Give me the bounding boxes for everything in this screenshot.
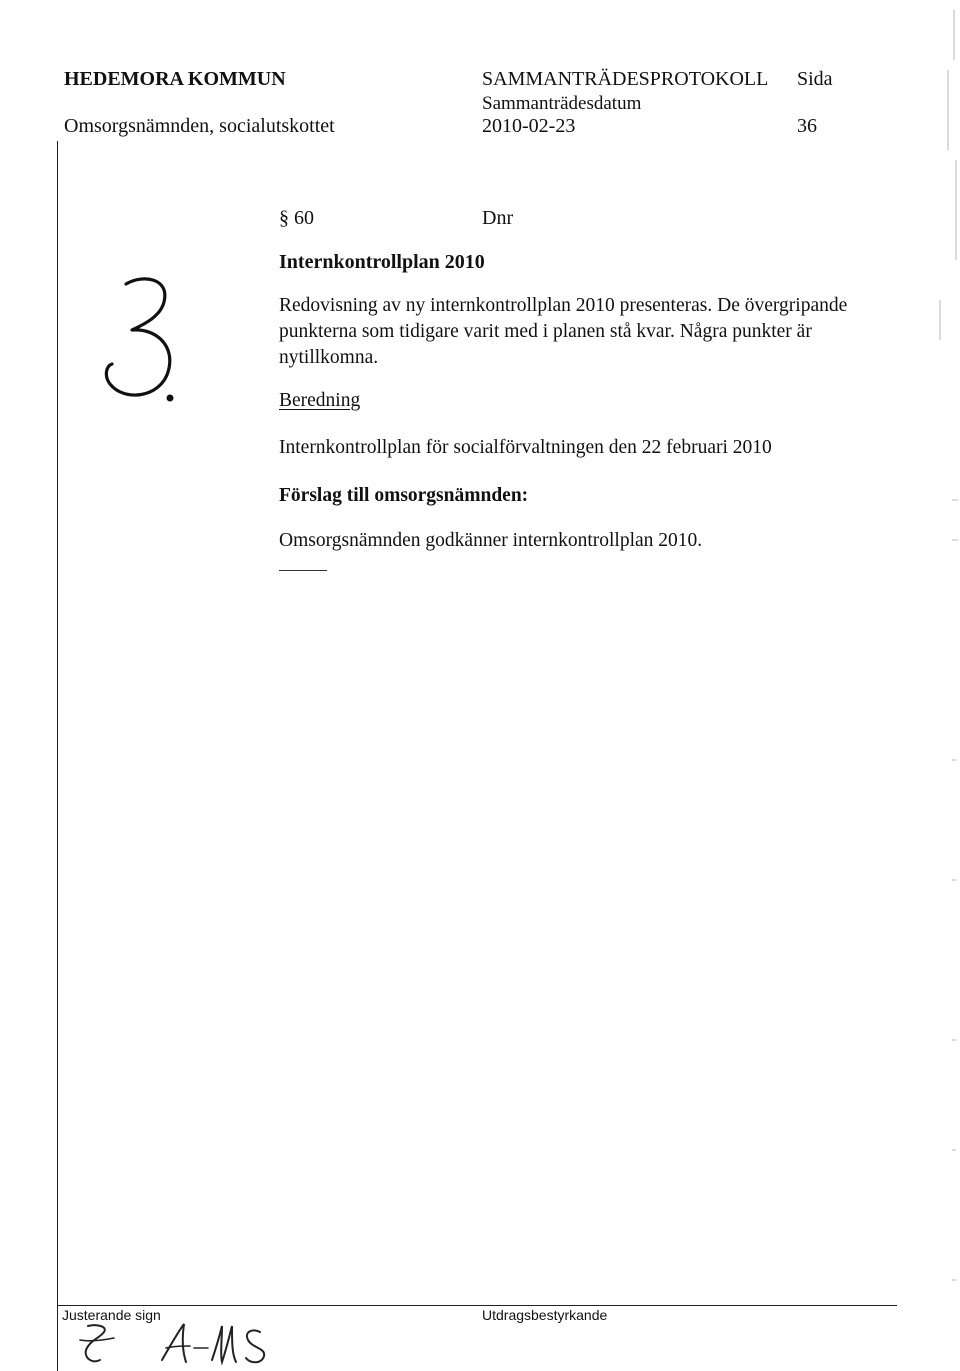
meeting-date: 2010-02-23 — [482, 115, 576, 137]
page-number: 36 — [797, 115, 817, 137]
left-margin-rule — [57, 141, 58, 1371]
proposal-heading: Förslag till omsorgsnämnden: — [279, 485, 529, 506]
meeting-date-label: Sammanträdesdatum — [482, 93, 642, 114]
preparation-text: Internkontrollplan för socialförvaltningen den 22 februari 2010 — [279, 437, 772, 458]
proposal-text: Omsorgsnämnden godkänner internkontrollplan 2010. — [279, 530, 703, 551]
preparation-heading: Beredning — [279, 390, 361, 411]
page-label: Sida — [797, 68, 833, 90]
body-line-3: nytillkomna. — [279, 347, 379, 368]
section-end-rule — [279, 570, 327, 571]
handwritten-signatures — [70, 1320, 310, 1368]
municipality-name: HEDEMORA KOMMUN — [64, 68, 286, 90]
body-line-1: Redovisning av ny internkontrollplan 2010 presenteras. De övergripande — [279, 295, 848, 316]
signature-label: Justerande sign — [62, 1307, 161, 1323]
protocol-title: SAMMANTRÄDESPROTOKOLL — [482, 68, 769, 90]
section-title: Internkontrollplan 2010 — [279, 251, 485, 273]
committee-name: Omsorgsnämnden, socialutskottet — [64, 115, 335, 137]
dnr-label: Dnr — [482, 207, 514, 229]
body-line-2: punkterna som tidigare varit med i planen stå kvar. Några punkter är — [279, 321, 812, 342]
handwritten-number-3 — [98, 272, 188, 412]
certification-label: Utdragsbestyrkande — [482, 1307, 608, 1323]
paragraph-number: § 60 — [279, 207, 314, 229]
footer-rule — [57, 1305, 897, 1306]
scan-margin-artifacts — [926, 0, 960, 1371]
